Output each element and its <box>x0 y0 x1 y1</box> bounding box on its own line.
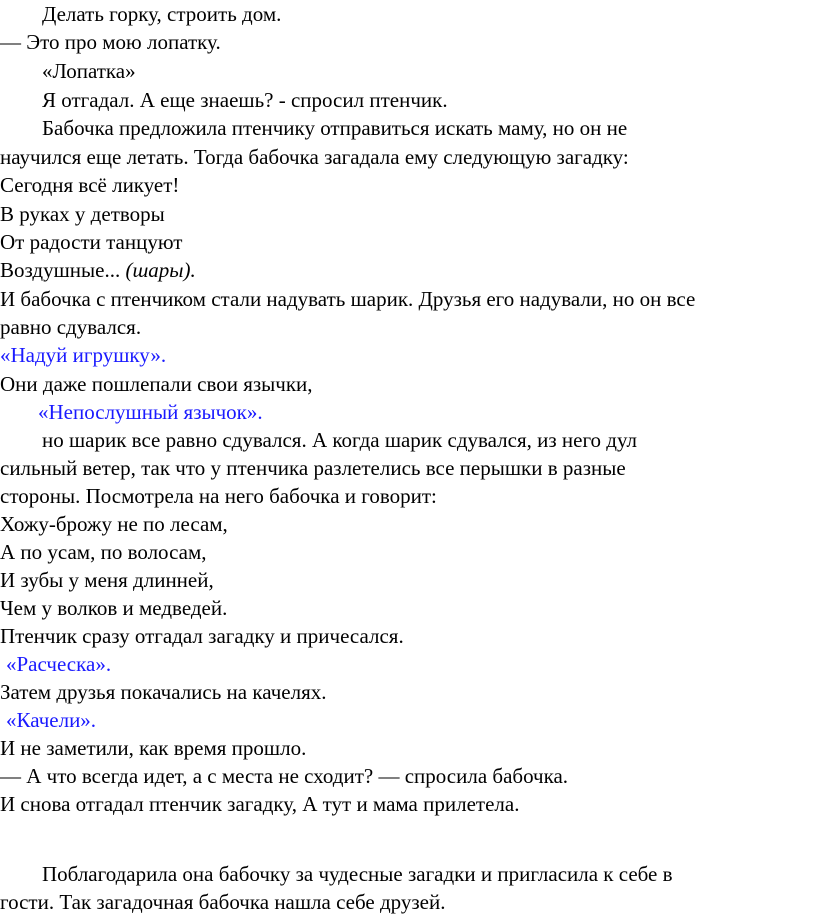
text-line: И снова отгадал птенчик загадку, А тут и мама прилетела. <box>0 792 520 816</box>
text-line: И бабочка с птенчиком стали надувать шарик. Друзья его надували, но он все <box>0 287 696 311</box>
game-title: «Расческа». <box>6 652 112 676</box>
riddle-line: От радости танцуют <box>0 230 183 254</box>
text-line: — Это про мою лопатку. <box>0 30 221 54</box>
text-line: Они даже пошлепали свои язычки, <box>0 372 313 396</box>
game-title: «Надуй игрушку». <box>0 343 167 367</box>
riddle-line: В руках у детворы <box>0 202 165 226</box>
game-title: «Непослушный язычок». <box>38 400 263 424</box>
text-line: сильный ветер, так что у птенчика разлетелись все перышки в разные <box>0 456 626 480</box>
riddle-line: И зубы у меня длинней, <box>0 568 214 592</box>
text-line: И не заметили, как время прошло. <box>0 736 307 760</box>
riddle-answer: (шары). <box>125 258 196 282</box>
text-line: Птенчик сразу отгадал загадку и причесался. <box>0 624 404 648</box>
text-line: Поблагодарила она бабочку за чудесные загадки и пригласила к себе в <box>42 862 673 886</box>
text-line: «Лопатка» <box>42 59 136 83</box>
text-line: — А что всегда идет, а с места не сходит? — спросила бабочка. <box>0 764 569 788</box>
game-title: «Качели». <box>6 708 97 732</box>
text-line: Я отгадал. А еще знаешь? - спросил птенчик. <box>42 88 448 112</box>
text-line: Делать горку, строить дом. <box>42 2 282 26</box>
riddle-line: А по усам, по волосам, <box>0 540 207 564</box>
riddle-line: Хожу-брожу не по лесам, <box>0 512 228 536</box>
riddle-line: Сегодня всё ликует! <box>0 173 180 197</box>
text-line: но шарик все равно сдувался. А когда шарик сдувался, из него дул <box>42 428 638 452</box>
text-line: Бабочка предложила птенчику отправиться искать маму, но он не <box>42 116 628 140</box>
riddle-text: Воздушные... <box>0 258 121 282</box>
text-line: гости. Так загадочная бабочка нашла себе друзей. <box>0 890 446 914</box>
text-line: Затем друзья покачались на качелях. <box>0 680 327 704</box>
text-line: стороны. Посмотрела на него бабочка и говорит: <box>0 484 437 508</box>
riddle-line: Чем у волков и медведей. <box>0 596 228 620</box>
text-line: равно сдувался. <box>0 315 142 339</box>
text-line: научился еще летать. Тогда бабочка загадала ему следующую загадку: <box>0 145 629 169</box>
riddle-line <box>0 258 196 282</box>
